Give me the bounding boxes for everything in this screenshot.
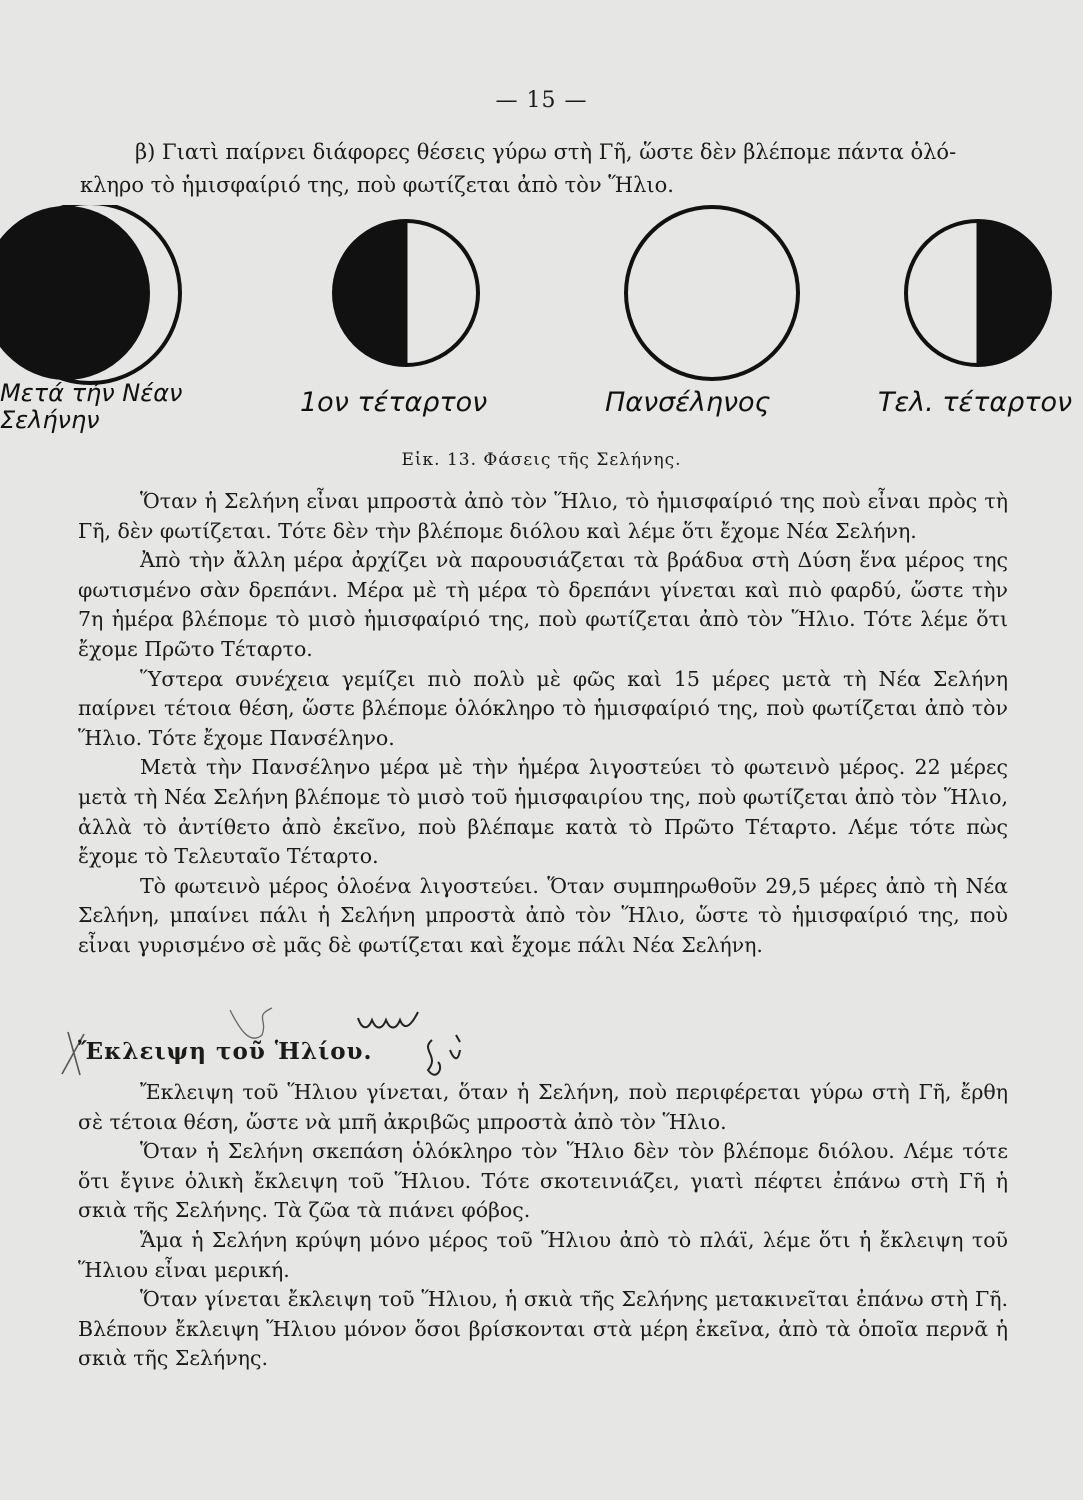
section-heading: Ἔκλειψη τοῦ Ἡλίου.: [78, 1038, 373, 1065]
figure-caption: Εἰκ. 13. Φάσεις τῆς Σελήνης.: [401, 450, 682, 470]
moon-last-quarter: [906, 221, 1050, 365]
paragraph: Ἔκλειψη τοῦ Ἥλιου γίνεται, ὅταν ἡ Σελήνη, ποὺ περιφέρεται γύρω στὴ Γῆ, ἔρθη σὲ τέτοια θέση, ὥστε νὰ μπῆ ἀκριβῶς μπροστὰ ἀπὸ τὸν Ἥλιο.: [78, 1080, 1008, 1134]
moon-full: [626, 207, 798, 379]
paragraph: Ἅμα ἡ Σελήνη κρύψη μόνο μέρος τοῦ Ἥλιου ἀπὸ τὸ πλάϊ, λέμε ὅτι ἡ ἔκλειψη τοῦ Ἥλιου εἶναι μερική.: [78, 1227, 1008, 1282]
paragraph: Ὅταν ἡ Σελήνη σκεπάση ὁλόκληρο τὸν Ἥλιο δὲν τὸν βλέπομε διόλου. Λέμε τότε ὅτι ἔγινε ὁλικὴ ἔκλειψη τοῦ Ἥλιου. Τότε σκοτεινιάζει, γιατὶ πέφτει ἐπάνω στὴ Γῆ ἡ σκιὰ τῆς Σελήνης. Τὰ ζῶα τὰ πιάνει φόβος.: [78, 1139, 1008, 1223]
label-last-quarter: Τελ. τέταρτον: [878, 387, 1073, 418]
moon-phases-text: [78, 487, 1008, 961]
moon-phases-figure: [0, 205, 1083, 445]
paragraph: Τὸ φωτεινὸ μέρος ὁλοένα λιγοστεύει. Ὅταν συμπηρωθοῦν 29,5 μέρες ἀπὸ τὴ Νέα Σελήνη, μπαίνει πάλι ἡ Σελήνη μπροστὰ ἀπὸ τὸν Ἥλιο, ὥστε τὸ ἡμισφαίριό της, ποὺ εἶναι γυρισμένο σὲ μᾶς δὲ φωτίζεται καὶ ἔχομε πάλι Νέα Σελήνη.: [78, 873, 1008, 957]
eclipse-text: [78, 1078, 1008, 1374]
paragraph: Ὕστερα συνέχεια γεμίζει πιὸ πολὺ μὲ φῶς καὶ 15 μέρες μετὰ τὴ Νέα Σελήνη παίρνει τέτοια θέση, ὥστε βλέπομε ὁλόκληρο τὸ ἡμισφαίριό της, ποὺ φωτίζεται ἀπὸ τὸν Ἥλιο. Τότε ἔχομε Πανσέληνο.: [78, 666, 1008, 750]
moon-first-quarter: [334, 221, 478, 365]
paragraph: Ὅταν ἡ Σελήνη εἶναι μπροστὰ ἀπὸ τὸν Ἥλιο, τὸ ἡμισφαίριό της ποὺ εἶναι πρὸς τὴ Γῆ, δὲν φωτίζεται. Τότε δὲν τὴν βλέπομε διόλου καὶ λέμε ὅτι ἔχομε Νέα Σελήνη.: [78, 489, 1008, 543]
paragraph: Μετὰ τὴν Πανσέληνο μέρα μὲ τὴν ἡμέρα λιγοστεύει τὸ φωτεινὸ μέρος. 22 μέρες μετὰ τὴ Νέα Σελήνη βλέπομε τὸ μισὸ τοῦ ἡμισφαιρίου της, ποὺ φωτίζεται ἀπὸ τὸν Ἥλιο, ἀλλὰ τὸ ἀντίθετο ἀπὸ ἐκεῖνο, ποὺ βλέπαμε κατὰ τὸ Πρῶτο Τέταρτο. Λέμε τότε πὼς ἔχομε τὸ Τελευταῖο Τέταρτο.: [78, 755, 1008, 869]
intro-text: [80, 136, 1010, 202]
label-full-moon: Πανσέληνος: [605, 387, 771, 418]
label-first-quarter: 1ον τέταρτον: [300, 387, 488, 418]
paragraph: Ὅταν γίνεται ἔκλειψη τοῦ Ἥλιου, ἡ σκιὰ τῆς Σελήνης μετακινεῖται ἐπάνω στὴ Γῆ. Βλέπουν ἔκλειψη Ἥλιου μόνον ὅσοι βρίσκονται στὰ μέρη ἐκεῖνα, ἀπὸ τὰ ὁποῖα περνᾶ ἡ σκιὰ τῆς Σελήνης.: [78, 1287, 1008, 1371]
intro-line-1: β) Γιατὶ παίρνει διάφορες θέσεις γύρω στὴ Γῆ, ὥστε δὲν βλέπομε πάντα ὁλό-: [135, 140, 957, 164]
label-after-new-moon: Μετά τήν Νέαν Σελήνην: [0, 379, 183, 434]
page-number: — 15 —: [495, 88, 588, 113]
paragraph: Ἀπὸ τὴν ἄλλη μέρα ἀρχίζει νὰ παρουσιάζεται τὰ βράδυα στὴ Δύση ἕνα μέρος της φωτισμένο σὰν δρεπάνι. Μέρα μὲ τὴ μέρα τὸ δρεπάνι γίνεται καὶ πιὸ φαρδύ, ὥστε τὴν 7η ἡμέρα βλέπομε τὸ μισὸ ἡμισφαίριό της, ποὺ φωτίζεται ἀπὸ τὸν Ἥλιο. Τότε λέμε ὅτι ἔχομε Πρῶτο Τέταρτο.: [78, 548, 1008, 661]
intro-line-2: κληρο τὸ ἡμισφαίριό της, ποὺ φωτίζεται ἀπὸ τὸν Ἥλιο.: [80, 173, 674, 197]
moon-new-crescent: [0, 205, 180, 383]
